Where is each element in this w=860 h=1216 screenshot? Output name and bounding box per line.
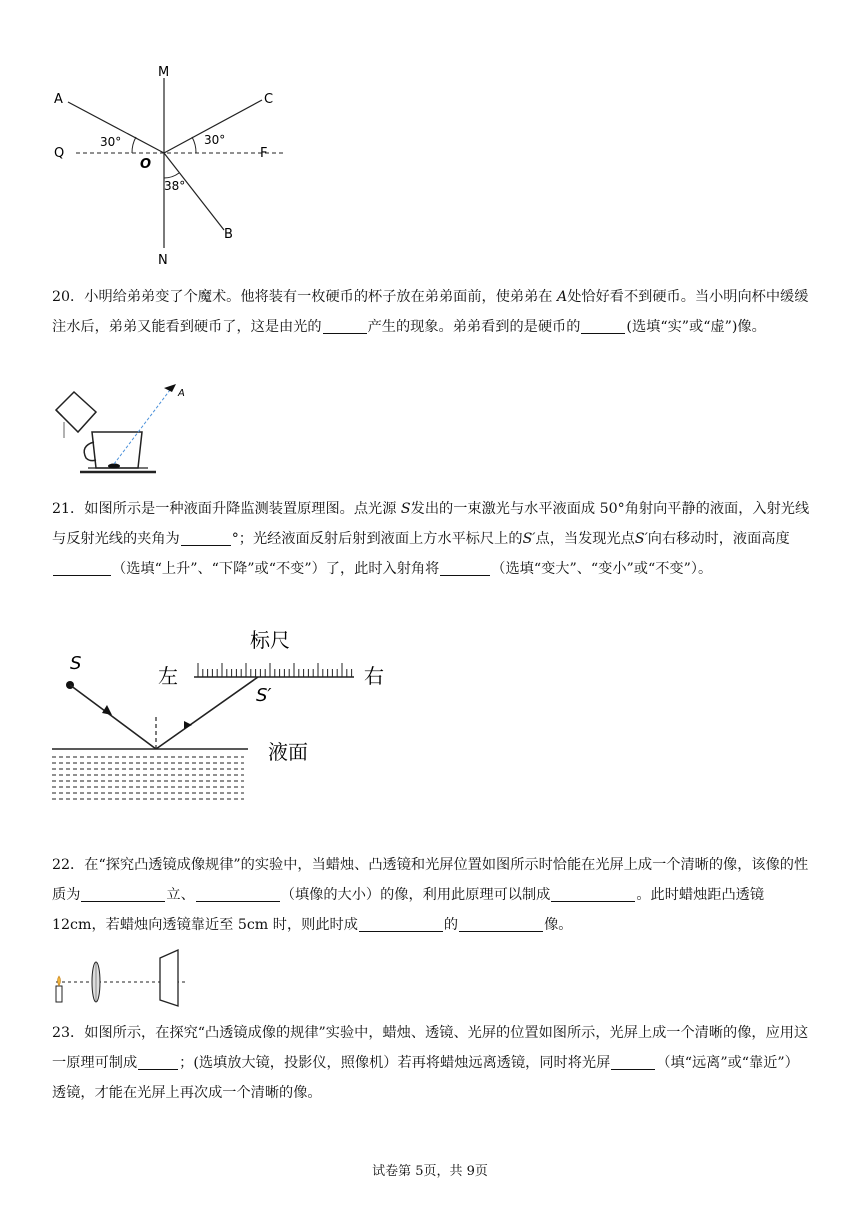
label-o: O [140, 157, 152, 172]
angle-right-label: 30° [204, 133, 226, 147]
coin-cup-figure [52, 380, 202, 480]
liquid-label: 液面 [268, 740, 308, 764]
answer-blank[interactable] [459, 916, 543, 932]
answer-blank[interactable] [359, 916, 443, 932]
label-q: Q [54, 146, 65, 161]
reflection-diagram [44, 58, 294, 270]
answer-blank[interactable] [81, 886, 165, 902]
q20-number: 20． [52, 289, 85, 305]
answer-blank[interactable] [581, 318, 625, 334]
lens-setup-figure [52, 944, 192, 1008]
label-c: C [264, 92, 274, 107]
label-b: B [224, 227, 233, 242]
answer-blank[interactable] [440, 560, 490, 576]
source-s-label: S [70, 653, 82, 674]
page-footer: 试卷第 5页，共 9页 [372, 1164, 488, 1179]
liquid-hatching [52, 757, 244, 799]
answer-blank[interactable] [323, 318, 367, 334]
label-n: N [158, 253, 168, 268]
answer-blank[interactable] [196, 886, 280, 902]
question-22: 22．在“探究凸透镜成像规律”的实验中，当蜡烛、凸透镜和光屏位置如图所示时恰能在光屏上成一个清晰的像，该像的性质为 立、 （填像的大小）的像，利用此原理可以制成 。此时蜡烛距凸透镜 12cm，若蜡烛向透镜靠近至 5cm 时，则此时成 的 像。 [52, 857, 809, 933]
label-f: F [260, 146, 268, 161]
label-a: A [54, 92, 63, 107]
angle-bottom-label: 38° [164, 179, 186, 193]
question-20: 20．小明给弟弟变了个魔术。他将装有一枚硬币的杯子放在弟弟面前，使弟弟在 A处恰好看不到硬币。当小明向杯中缓缓注水后，弟弟又能看到硬币了，这是由光的 产生的现象。弟弟看到的是硬币的 (选填“实”或“虚”)像。 [52, 289, 809, 335]
q21-number: 21． [52, 501, 85, 517]
answer-blank[interactable] [551, 886, 635, 902]
eye-label-a: A [178, 388, 185, 399]
answer-blank[interactable] [611, 1054, 655, 1070]
point-s-prime-label: S′ [256, 685, 272, 706]
liquid-level-figure [52, 625, 422, 805]
answer-blank[interactable] [138, 1054, 178, 1070]
left-label: 左 [158, 664, 178, 688]
right-label: 右 [364, 664, 384, 688]
question-21: 21．如图所示是一种液面升降监测装置原理图。点光源 S发出的一束激光与水平液面成 50°角射向平静的液面，入射光线与反射光线的夹角为 °；光经液面反射后射到液面上方水平标尺上的S′点，当发现光点S′向右移动时，液面高度（选填“上升”、“下降”或“不变”）了，此时入射角将 （选填“变大”、“变小”或“不变”）。 [52, 501, 810, 577]
angle-left-label: 30° [100, 135, 122, 149]
label-m: M [158, 65, 170, 80]
ruler-label: 标尺 [250, 628, 290, 652]
q20-point-a: A [556, 289, 568, 305]
ruler-ticks [198, 663, 352, 677]
question-23: 23．如图所示，在探究“凸透镜成像的规律”实验中，蜡烛、透镜、光屏的位置如图所示，光屏上成一个清晰的像，应用这一原理可制成 ；(选填放大镜，投影仪，照像机）若再将蜡烛远离透镜，同时将光屏 （填“远离”或“靠近”）透镜，才能在光屏上再次成一个清晰的像。 [52, 1025, 809, 1101]
answer-blank[interactable] [181, 530, 231, 546]
q23-number: 23． [52, 1025, 85, 1041]
answer-blank[interactable] [53, 560, 111, 576]
q22-number: 22． [52, 857, 85, 873]
